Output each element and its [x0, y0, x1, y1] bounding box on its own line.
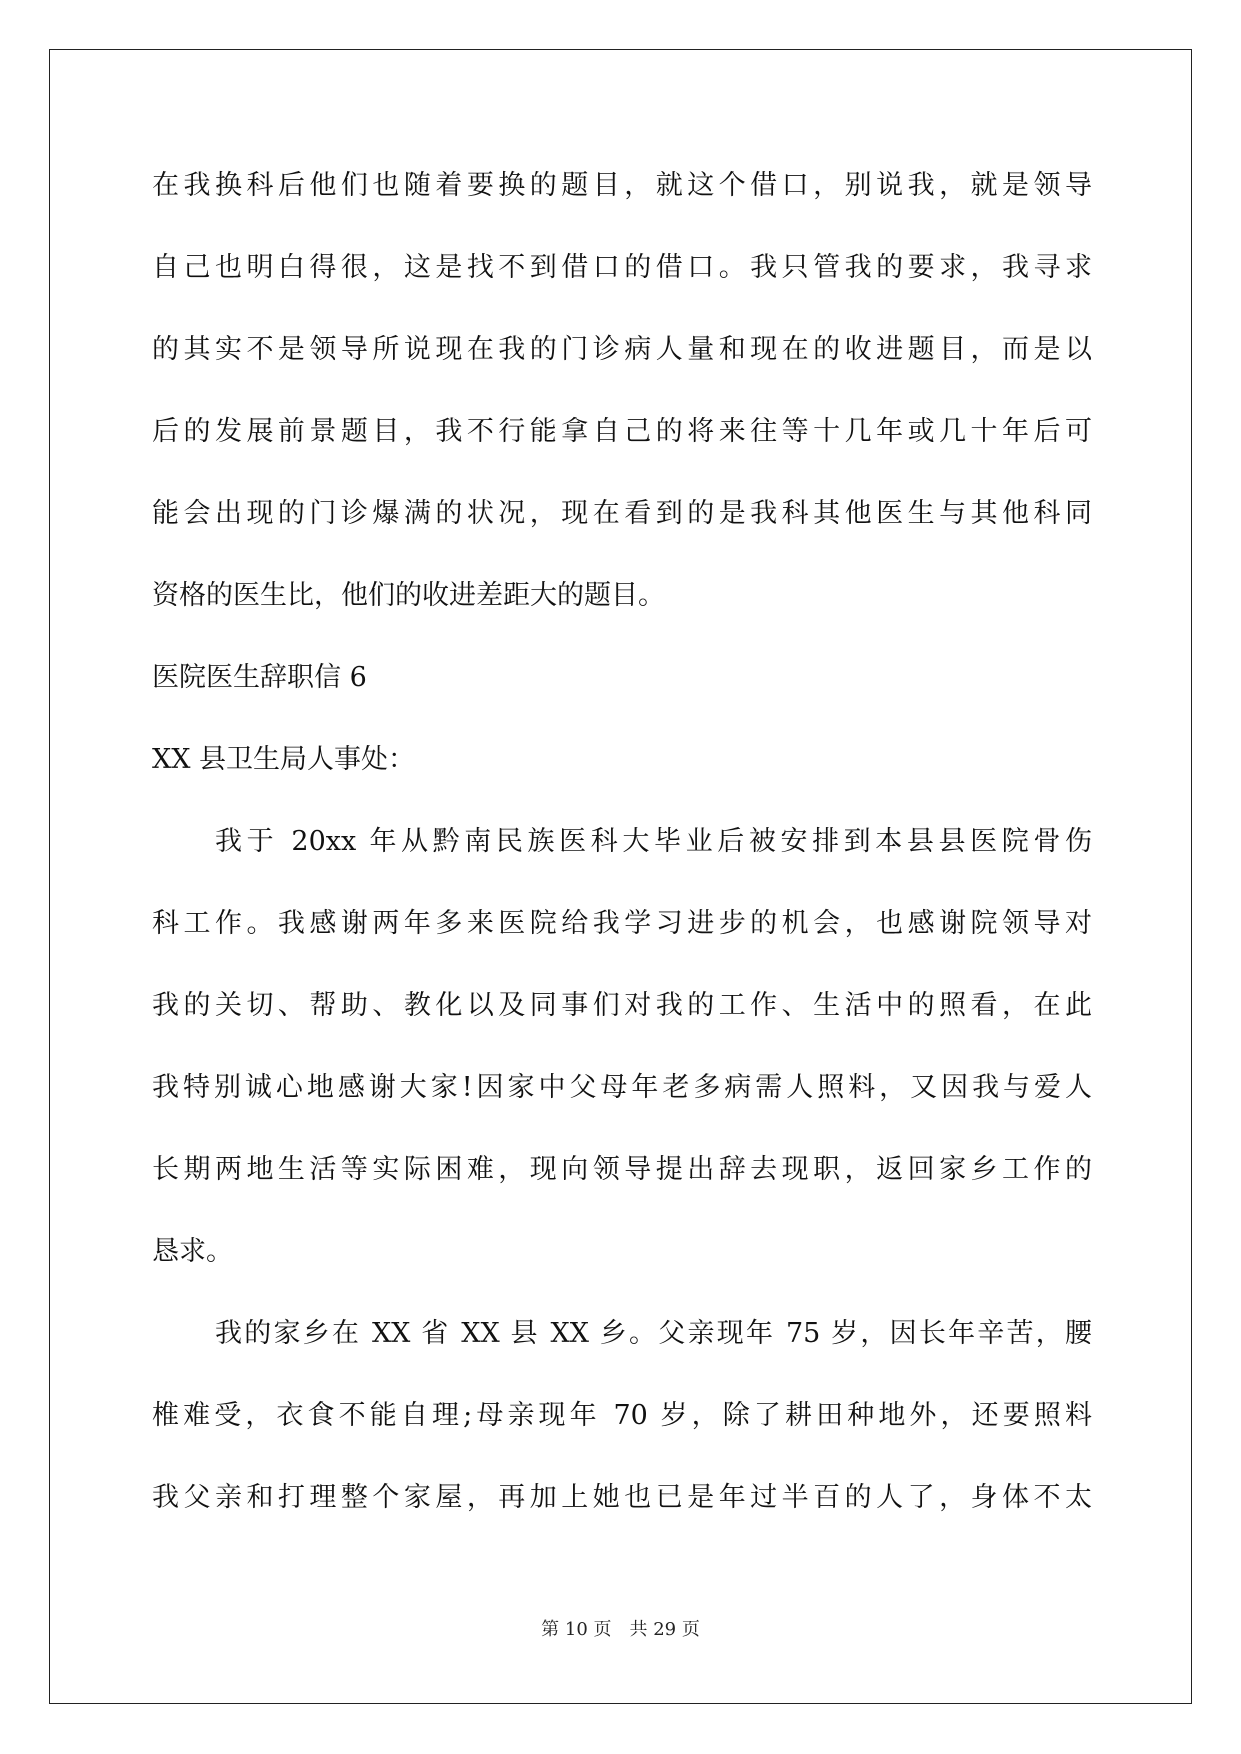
text-line: 科工作。我感谢两年多来医院给我学习进步的机会，也感谢院领导对 [152, 908, 1092, 939]
text-line: 资格的医生比，他们的收进差距大的题目。 [152, 580, 665, 611]
text-line: 自己也明白得很，这是找不到借口的借口。我只管我的要求，我寻求 [152, 252, 1092, 283]
text-line: 能会出现的门诊爆满的状况，现在看到的是我科其他医生与其他科同 [152, 498, 1092, 529]
text-line: 在我换科后他们也随着要换的题目，就这个借口，别说我，就是领导 [152, 170, 1092, 201]
document-body [152, 165, 1092, 1559]
text-line: 我特别诚心地感谢大家!因家中父母年老多病需人照料，又因我与爱人 [152, 1072, 1092, 1103]
text-line: 长期两地生活等实际困难，现向领导提出辞去现职，返回家乡工作的 [152, 1154, 1092, 1185]
text-line: 我父亲和打理整个家屋，再加上她也已是年过半百的人了，身体不太 [152, 1482, 1092, 1513]
text-line: 椎难受，衣食不能自理;母亲现年 70 岁，除了耕田种地外，还要照料 [152, 1400, 1092, 1431]
page-number: 第 10 页 共 29 页 [541, 1619, 700, 1640]
text-line: 我的关切、帮助、教化以及同事们对我的工作、生活中的照看，在此 [152, 990, 1092, 1021]
text-line: 恳求。 [152, 1236, 233, 1267]
section-heading: 医院医生辞职信 6 [152, 662, 367, 693]
salutation: XX 县卫生局人事处： [152, 744, 416, 775]
text-line: 我的家乡在 XX 省 XX 县 XX 乡。父亲现年 75 岁，因长年辛苦，腰 [215, 1318, 1092, 1349]
text-line: 后的发展前景题目，我不行能拿自己的将来往等十几年或几十年后可 [152, 416, 1092, 447]
text-line: 我于 20xx 年从黔南民族医科大毕业后被安排到本县县医院骨伤 [215, 826, 1092, 857]
text-line: 的其实不是领导所说现在我的门诊病人量和现在的收进题目，而是以 [152, 334, 1092, 365]
